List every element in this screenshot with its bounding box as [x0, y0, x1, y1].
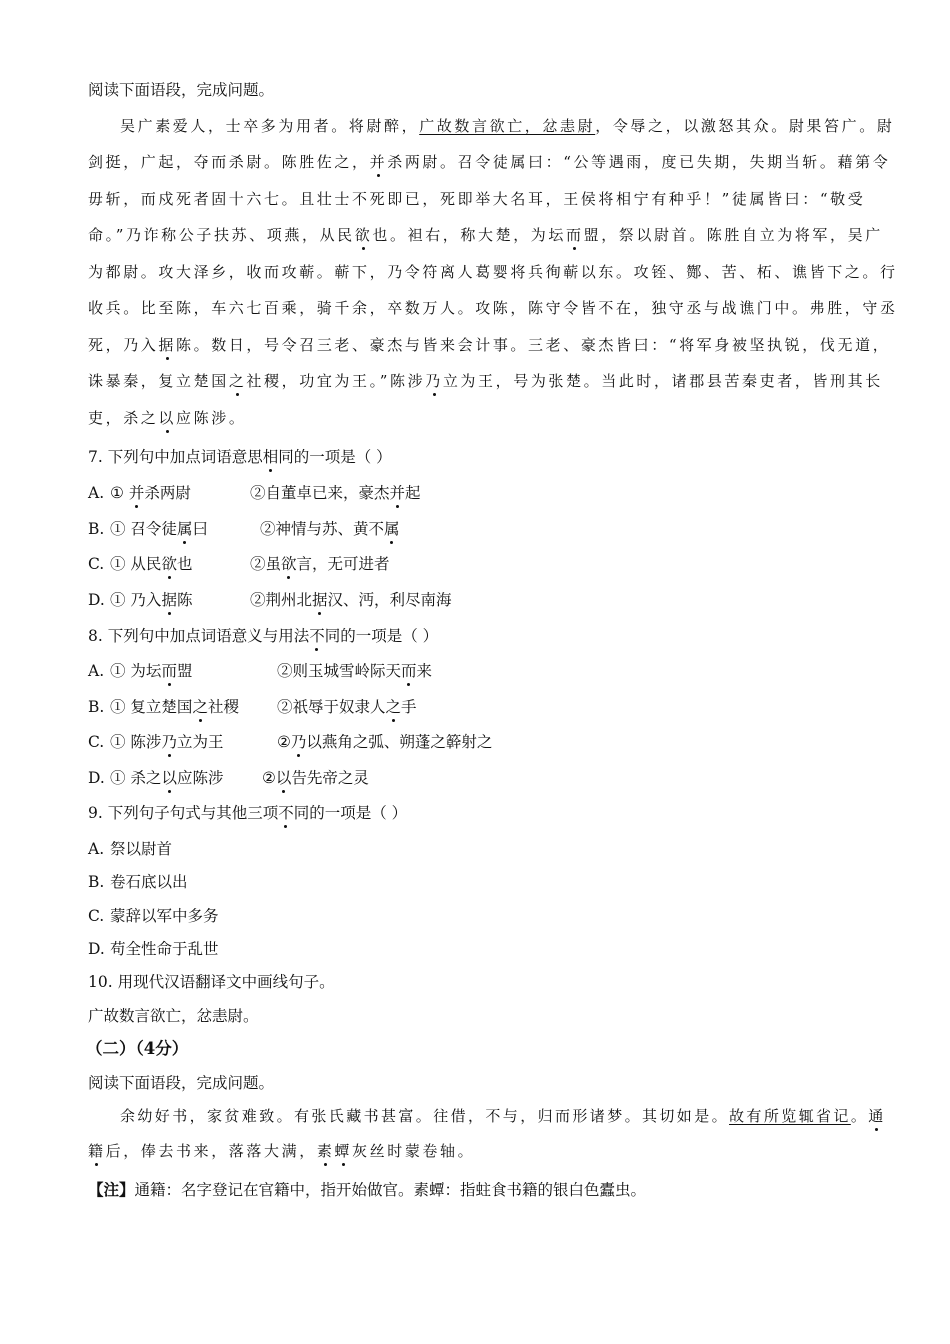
question-8-stem: 8. 下列句中加点词语意义与用法不同的一项是（ ）: [88, 627, 439, 645]
passage-line-2: 剑挺，广起，夺而杀尉。陈胜佐之，并杀两尉。召令徒属曰：“公等遇雨，度已失期，失期当斩。藉第令: [88, 153, 891, 171]
question-7-option-a[interactable]: A. ① 并杀两尉 ②自董卓已来，豪杰并起: [88, 484, 421, 502]
question-7-option-d[interactable]: D. ① 乃入据陈 ②荆州北据汉、沔，利尽南海: [88, 591, 452, 609]
dotted-word: 以: [158, 409, 177, 427]
question-8-option-a[interactable]: A. ① 为坛而盟 ②则玉城雪岭际天而来: [88, 662, 433, 680]
passage-2-line-1: 余幼好书，家贫难致。有张氏藏书甚富。往借，不与，归而形诸梦。其切如是。故有所览辄省记。通: [120, 1107, 886, 1125]
section-intro: 阅读下面语段，完成问题。: [88, 81, 275, 99]
question-7-option-c[interactable]: C. ① 从民欲也 ②虽欲言，无可进者: [88, 555, 390, 573]
underlined-sentence: 广故数言欲亡，忿恚尉: [419, 117, 596, 135]
section-2-heading: （二）（4分）: [86, 1039, 189, 1058]
underlined-sentence: 故有所览辄省记: [729, 1107, 851, 1125]
question-10-sentence: 广故数言欲亡，忿恚尉。: [88, 1007, 259, 1025]
dotted-word: 并: [369, 153, 388, 171]
question-10-stem: 10. 用现代汉语翻译文中画线句子。: [88, 973, 335, 991]
question-9-stem: 9. 下列句子句式与其他三项不同的一项是（ ）: [88, 804, 408, 822]
passage-line-8: 诛暴秦，复立楚国之社稷，功宜为王。”陈涉乃立为王，号为张楚。当此时，诸郡县苦秦吏者，皆刑其长: [88, 372, 883, 390]
dotted-word: 之: [228, 372, 247, 390]
passage-line-7: 死，乃入据陈。数日，号令召三老、豪杰与皆来会计事。三老、豪杰皆曰：“将军身被坚执锐，伐无道，: [88, 336, 891, 354]
dotted-word: 乃: [425, 372, 443, 390]
passage-2-note: 【注】通籍：名字登记在官籍中，指开始做官。素蟫：指蛀食书籍的银白色蠹虫。: [88, 1180, 647, 1199]
dotted-word: 蟫: [334, 1142, 353, 1160]
question-7-stem: 7. 下列句中加点词语意思相同的一项是（ ）: [88, 448, 392, 466]
passage-line-5: 为都尉。攻大泽乡，收而攻蕲。蕲下，乃令符离人葛婴将兵徇蕲以东。攻铚、酂、苦、柘、谯皆下之。行: [88, 263, 898, 281]
dotted-word: 通: [868, 1107, 886, 1125]
question-8-option-b[interactable]: B. ① 复立楚国之社稷 ②祇辱于奴隶人之手: [88, 698, 417, 716]
dotted-word: 素: [316, 1142, 335, 1160]
question-9-option-a[interactable]: A. 祭以尉首: [88, 840, 173, 858]
passage-line-1: 吴广素爱人，士卒多为用者。将尉醉，广故数言欲亡，忿恚尉，令辱之，以激怒其众。尉果笞广。尉: [120, 117, 895, 135]
question-7-option-b[interactable]: B. ① 召令徒属曰 ②神情与苏、黄不属: [88, 520, 400, 538]
passage-line-6: 收兵。比至陈，车六七百乘，骑千余，卒数万人。攻陈，陈守令皆不在，独守丞与战谯门中。弗胜，守丞: [88, 299, 898, 317]
passage-line-3: 毋斩，而戍死者固十六七。且壮士不死即已，死即举大名耳，王侯将相宁有种乎！”徒属皆曰：“敬受: [88, 190, 866, 208]
question-8-option-c[interactable]: C. ① 陈涉乃立为王 ②乃以燕角之弧、朔蓬之簳射之: [88, 733, 493, 751]
question-9-option-d[interactable]: D. 苟全性命于乱世: [88, 940, 219, 958]
section-2-intro: 阅读下面语段，完成问题。: [88, 1074, 275, 1092]
dotted-word: 欲: [354, 226, 373, 244]
passage-line-9: 吏，杀之以应陈涉。: [88, 409, 247, 427]
question-9-option-c[interactable]: C. 蒙辞以军中多务: [88, 907, 219, 925]
passage-line-4: 命。”乃诈称公子扶苏、项燕，从民欲也。袒右，称大楚，为坛而盟，祭以尉首。陈胜自立为将军，吴广: [88, 226, 883, 244]
dotted-word: 据: [158, 336, 177, 354]
dotted-word: 而: [566, 226, 584, 244]
passage-2-line-2: 籍后，俸去书来，落落大满，素蟫灰丝时蒙卷轴。: [88, 1142, 476, 1160]
dotted-word: 籍: [88, 1142, 106, 1160]
question-9-option-b[interactable]: B. 卷石底以出: [88, 873, 188, 891]
question-8-option-d[interactable]: D. ① 杀之以应陈涉 ②以告先帝之灵: [88, 769, 369, 787]
